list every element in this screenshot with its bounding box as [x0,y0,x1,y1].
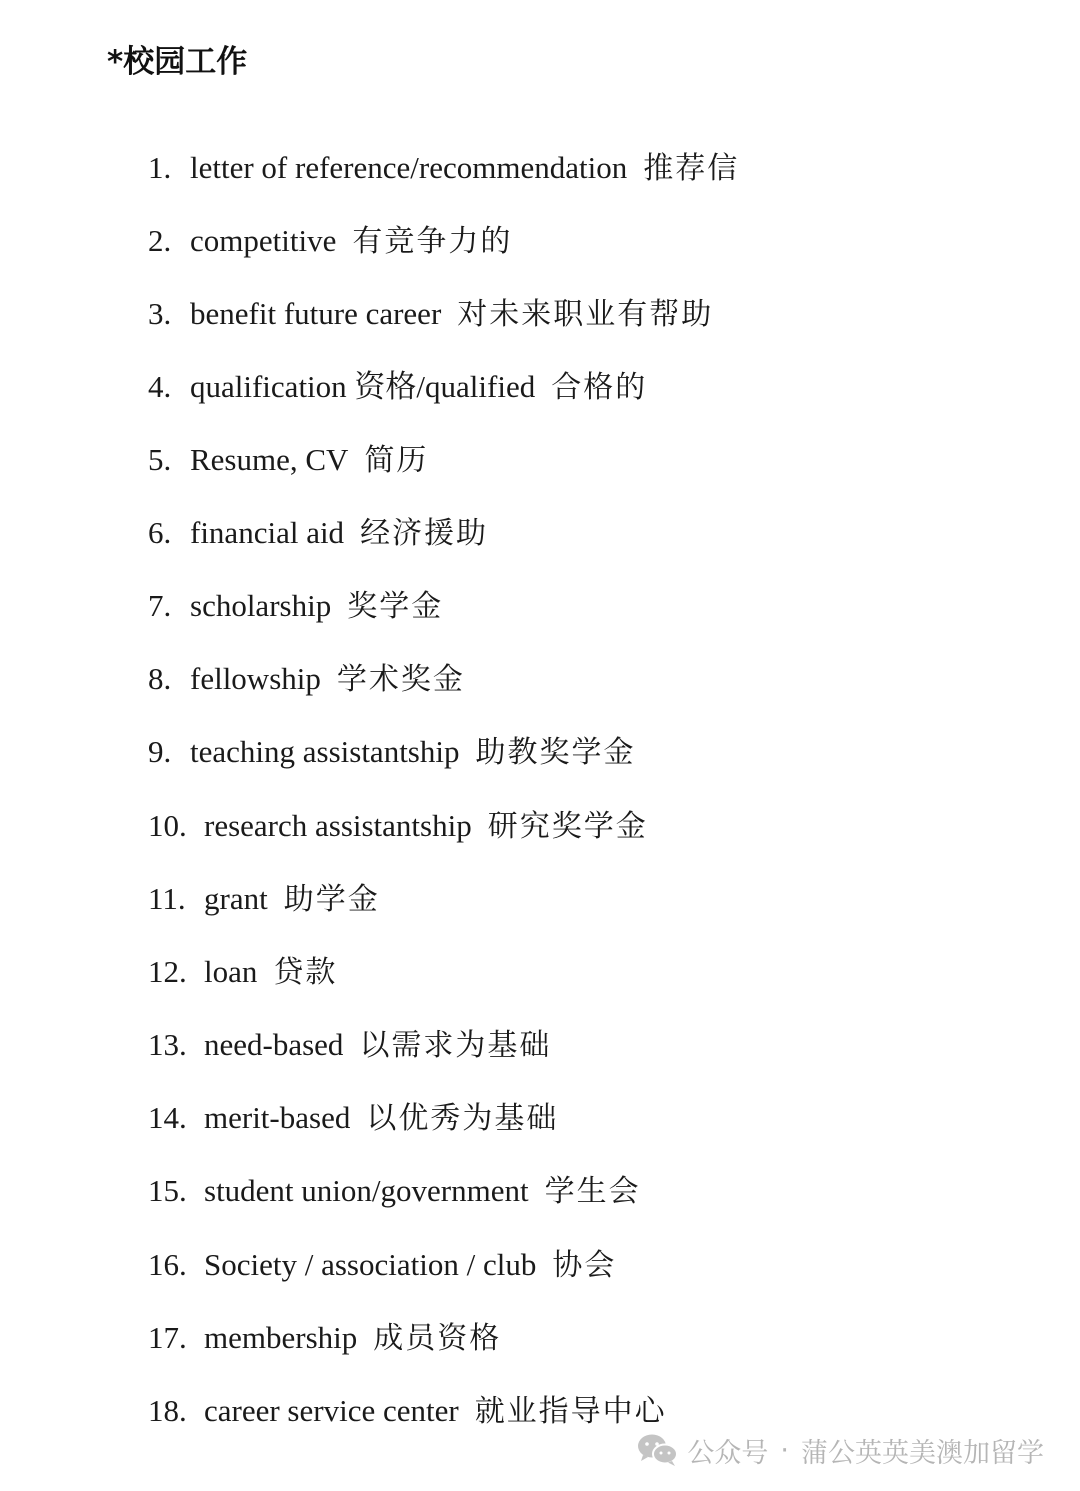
item-english: membership [204,1320,358,1355]
item-number: 6. [148,515,172,550]
list-item [148,1096,558,1140]
watermark [637,1430,1044,1470]
item-number: 17. [148,1320,187,1355]
list-item [148,877,380,921]
item-chinese: 成员资格 [373,1321,502,1356]
list-item [148,1243,616,1287]
watermark-separator: · [780,1434,789,1466]
item-chinese: 合格的 [551,370,648,405]
item-chinese: 简历 [364,443,429,478]
item-chinese: 推荐信 [643,151,740,186]
item-chinese: 有竞争力的 [352,224,513,259]
list-item [148,657,465,701]
item-number: 5. [148,442,172,477]
item-chinese: 学术奖金 [336,662,465,697]
item-number: 14. [148,1100,187,1135]
item-english: Society / association / club [204,1247,537,1282]
item-english: career service center [204,1393,459,1428]
list-item [148,511,488,555]
list-item [148,365,647,409]
item-english: letter of reference/recommendation [190,150,628,185]
item-chinese: 经济援助 [360,516,489,551]
list-item [148,438,428,482]
wechat-icon [637,1433,679,1467]
item-english: grant [204,881,268,916]
item-chinese: 研究奖学金 [487,809,648,844]
item-english: teaching assistantship [190,734,460,769]
item-number: 9. [148,734,172,769]
item-number: 12. [148,954,187,989]
item-number: 15. [148,1173,187,1208]
item-number: 2. [148,223,172,258]
item-english: Resume, CV [190,442,349,477]
list-item [148,1316,501,1360]
item-chinese: 助教奖学金 [475,735,636,770]
watermark-account: 蒲公英英美澳加留学 [801,1437,1044,1469]
item-number: 11. [148,881,186,916]
watermark-prefix: 公众号 [687,1437,769,1469]
item-number: 4. [148,369,172,404]
item-number: 13. [148,1027,187,1062]
list-item [148,1169,641,1213]
item-english: student union/government [204,1173,529,1208]
item-english: benefit future career [190,296,442,331]
item-number: 7. [148,588,172,623]
list-item [148,219,512,263]
item-chinese: 贷款 [273,955,338,990]
list-item [148,950,337,994]
page-title: *校园工作 [107,44,248,80]
item-chinese: 奖学金 [347,589,444,624]
item-number: 16. [148,1247,187,1282]
item-chinese: 就业指导中心 [474,1394,667,1429]
item-english: competitive [190,223,337,258]
item-chinese: 助学金 [283,882,380,917]
item-english: financial aid [190,515,345,550]
item-number: 18. [148,1393,187,1428]
item-number: 10. [148,808,187,843]
list-item [148,804,648,848]
item-english: scholarship [190,588,332,623]
list-item [148,730,635,774]
list-item [148,1389,667,1433]
list-item [148,1023,551,1067]
item-chinese: 对未来职业有帮助 [457,297,714,332]
item-english: research assistantship [204,808,472,843]
list-item [148,146,739,190]
item-english: loan [204,954,258,989]
item-number: 1. [148,150,172,185]
item-chinese: 学生会 [544,1174,641,1209]
item-english: merit-based [204,1100,351,1135]
item-number: 8. [148,661,172,696]
item-chinese: 以优秀为基础 [366,1101,559,1136]
item-english: qualification 资格/qualified [190,369,536,404]
item-english: need-based [204,1027,344,1062]
item-chinese: 协会 [552,1248,617,1283]
item-chinese: 以需求为基础 [359,1028,552,1063]
list-item [148,584,443,628]
item-english: fellowship [190,661,321,696]
item-number: 3. [148,296,172,331]
list-item [148,292,713,336]
